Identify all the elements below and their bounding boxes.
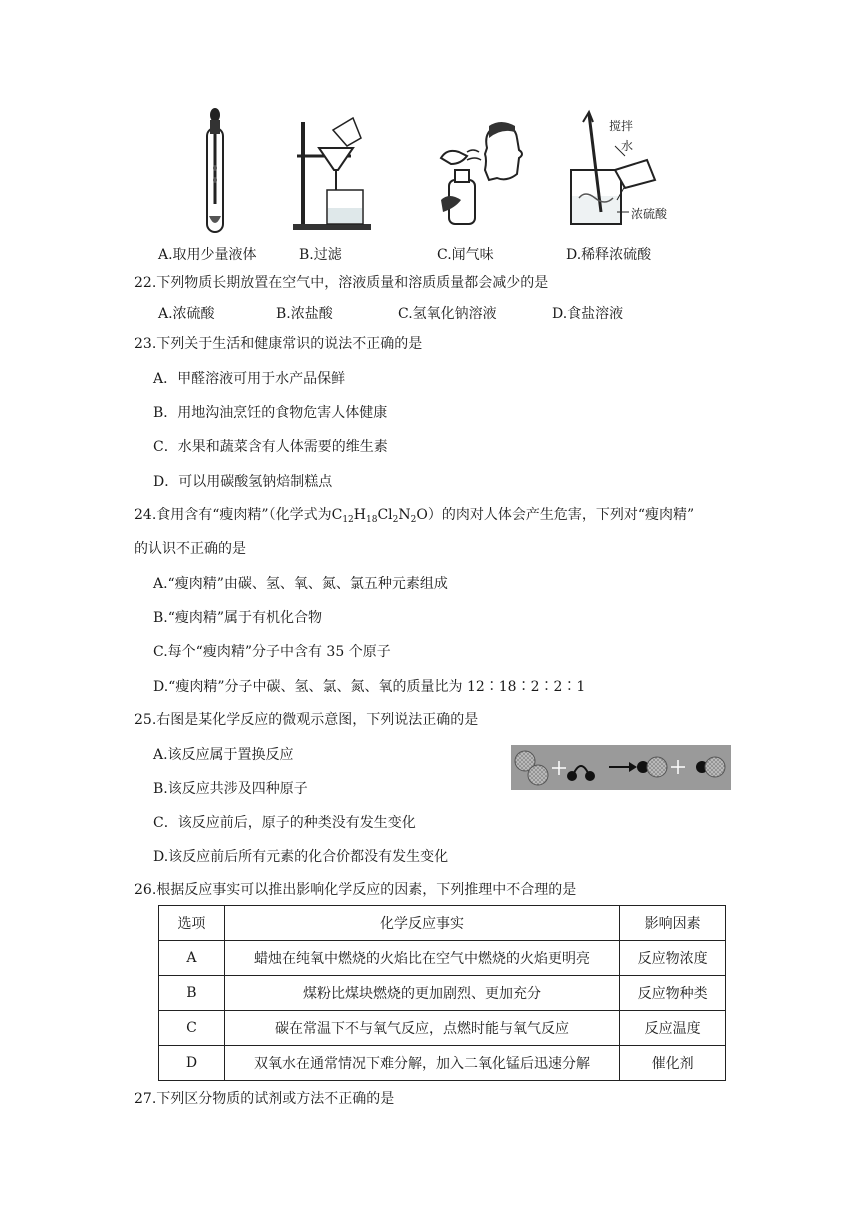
q24-option-d: D.“瘦肉精”分子中碳、氢、氯、氮、氧的质量比为 12∶18∶2∶2∶1 bbox=[153, 679, 586, 695]
q25-option-b: B.该反应共涉及四种原子 bbox=[153, 781, 308, 797]
table-header-fact: 化学反应事实 bbox=[224, 906, 619, 941]
product-atom-2 bbox=[705, 757, 725, 777]
table-row bbox=[159, 1011, 726, 1046]
table-cell-option: D bbox=[159, 1046, 225, 1081]
q25-stem: 25.右图是某化学反应的微观示意图，下列说法正确的是 bbox=[134, 712, 479, 728]
q24-stem-line2: 的认识不正确的是 bbox=[134, 541, 246, 557]
table-cell-fact: 蜡烛在纯氧中燃烧的火焰比在空气中燃烧的火焰更明亮 bbox=[224, 941, 619, 976]
table-cell-fact: 双氧水在通常情况下难分解，加入二氧化锰后迅速分解 bbox=[224, 1046, 619, 1081]
q27-stem: 27.下列区分物质的试剂或方法不正确的是 bbox=[134, 1091, 395, 1107]
apparatus-label-c: C.闻气味 bbox=[437, 247, 494, 263]
table-cell-factor: 反应物浓度 bbox=[620, 941, 726, 976]
table-cell-option: A bbox=[159, 941, 225, 976]
product-atom-1 bbox=[647, 757, 667, 777]
q26-table bbox=[158, 905, 726, 1081]
apparatus-label-a: A.取用少量液体 bbox=[158, 247, 257, 263]
apparatus-label-d: D.稀释浓硫酸 bbox=[566, 247, 652, 263]
dilute-acid-figure bbox=[571, 112, 668, 224]
table-cell-option: C bbox=[159, 1011, 225, 1046]
q25-option-a: A.该反应属于置换反应 bbox=[153, 747, 294, 763]
table-row bbox=[159, 976, 726, 1011]
table-header-option: 选项 bbox=[159, 906, 225, 941]
acid-label: 浓硫酸 bbox=[631, 207, 668, 221]
q22-stem: 22.下列物质长期放置在空气中，溶液质量和溶质质量都会减少的是 bbox=[134, 275, 549, 291]
q22-option-b: B.浓盐酸 bbox=[276, 306, 333, 322]
q24-stem-after: ）的肉对人体会产生危害，下列对“瘦肉精” bbox=[427, 507, 695, 523]
q24-stem bbox=[134, 504, 694, 525]
table-cell-factor: 反应物种类 bbox=[620, 976, 726, 1011]
q23-option-a: A．甲醛溶液可用于水产品保鲜 bbox=[153, 371, 346, 387]
q22-option-a: A.浓硫酸 bbox=[158, 306, 215, 322]
q23-option-b: B．用地沟油烹饪的食物危害人体健康 bbox=[153, 405, 388, 421]
q24-stem-before: 24.食用含有“瘦肉精”（化学式为 bbox=[134, 507, 332, 523]
reaction-diagram bbox=[511, 745, 731, 790]
smelling-gas-figure bbox=[441, 122, 522, 224]
q24-option-c: C.每个“瘦肉精”分子中含有 35 个原子 bbox=[153, 644, 391, 660]
apparatus-figures bbox=[185, 108, 685, 236]
water-label: 水 bbox=[621, 139, 634, 153]
reactant-small-atom-1 bbox=[567, 771, 577, 781]
filtration-figure bbox=[293, 118, 371, 230]
q23-stem: 23.下列关于生活和健康常识的说法不正确的是 bbox=[134, 336, 423, 352]
reactant-small-atom-2 bbox=[585, 771, 595, 781]
q22-option-c: C.氢氧化钠溶液 bbox=[398, 306, 497, 322]
dropper-test-tube-figure bbox=[207, 108, 223, 232]
q22-option-d: D.食盐溶液 bbox=[552, 306, 624, 322]
q23-option-d: D．可以用碳酸氢钠焙制糕点 bbox=[153, 474, 333, 490]
table-cell-option: B bbox=[159, 976, 225, 1011]
stir-label: 搅拌 bbox=[609, 119, 634, 133]
reactant-atom-2 bbox=[528, 765, 548, 785]
q25-option-c: C．该反应前后，原子的种类没有发生变化 bbox=[153, 815, 416, 831]
table-header-row bbox=[159, 906, 726, 941]
table-cell-factor: 反应温度 bbox=[620, 1011, 726, 1046]
table-cell-factor: 催化剂 bbox=[620, 1046, 726, 1081]
q26-stem: 26.根据反应事实可以推出影响化学反应的因素，下列推理中不合理的是 bbox=[134, 882, 577, 898]
table-row bbox=[159, 1046, 726, 1081]
q24-option-b: B.“瘦肉精”属于有机化合物 bbox=[153, 610, 323, 626]
apparatus-label-b: B.过滤 bbox=[299, 247, 342, 263]
q25-option-d: D.该反应前后所有元素的化合价都没有发生变化 bbox=[153, 849, 449, 865]
q24-option-a: A.“瘦肉精”由碳、氢、氧、氮、氯五种元素组成 bbox=[153, 576, 448, 592]
table-row bbox=[159, 941, 726, 976]
table-header-factor: 影响因素 bbox=[620, 906, 726, 941]
table-cell-fact: 碳在常温下不与氧气反应，点燃时能与氧气反应 bbox=[224, 1011, 619, 1046]
table-cell-fact: 煤粉比煤块燃烧的更加剧烈、更加充分 bbox=[224, 976, 619, 1011]
q23-option-c: C．水果和蔬菜含有人体需要的维生素 bbox=[153, 439, 388, 455]
q24-formula: $C_{12}H_{18}Cl_2N_2O$ bbox=[331, 507, 428, 525]
